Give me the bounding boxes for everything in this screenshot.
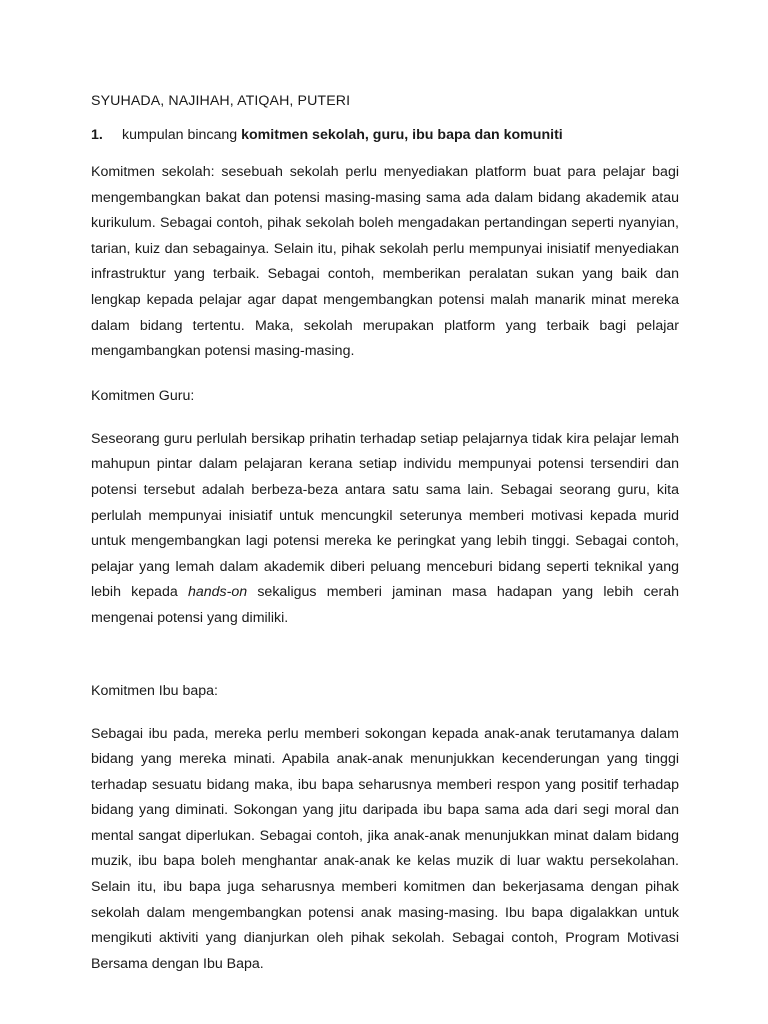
item-number: 1. bbox=[91, 127, 103, 143]
ibu-bapa-paragraph: Sebagai ibu pada, mereka perlu memberi sokongan kepada anak-anak terutamanya dalam bidang yang mereka minati. Apabila anak-anak menunjukkan kecenderungan yang tinggi terhadap sesuatu bidang maka, ibu bapa seharusnya memberi respon yang positif terhadap bidang yang diminati. Sokongan yang jitu daripada ibu bapa sama ada dari segi moral dan mental sangat diperlukan. Sebagai contoh, jika anak-anak menunjukkan minat dalam bidang muzik, ibu bapa boleh menghantar anak-anak ke kelas muzik di luar waktu persekolahan. Selain itu, ibu bapa juga seharusnya memberi komitmen dan bekerjasama dengan pihak sekolah dalam mengembangkan potensi anak masing-masing. Ibu bapa digalakkan untuk mengikuti aktiviti yang dianjurkan oleh pihak sekolah. Sebagai contoh, Program Motivasi Bersama dengan Ibu Bapa. bbox=[91, 725, 679, 972]
ibu-bapa-heading: Komitmen Ibu bapa: bbox=[91, 682, 218, 699]
guru-heading: Komitmen Guru: bbox=[91, 387, 195, 404]
guru-text-after: sekaligus memberi jaminan masa hadapan yang lebih cerah mengenai potensi yang dimiliki. bbox=[91, 584, 679, 626]
guru-text-before: Seseorang guru perlulah bersikap prihatin terhadap setiap pelajarnya tidak kira pelajar lemah mahupun pintar dalam pelajaran kerana setiap individu mempunyai potensi tersendiri dan potensi tersebut adalah berbeza-beza antara satu sama lain. Sebagai seorang guru, kita perlulah mempunyai inisiatif untuk mencungkil seterunya memberi motivasi kepada murid untuk mengembangkan lagi potensi mereka ke peringkat yang lebih tinggi. Sebagai contoh, pelajar yang lemah dalam akademik diberi peluang menceburi bidang seperti teknikal yang lebih kepada bbox=[91, 430, 679, 601]
topic-prefix: kumpulan bincang bbox=[122, 127, 242, 143]
guru-text-italic: hands-on bbox=[187, 584, 248, 601]
authors-line: SYUHADA, NAJIHAH, ATIQAH, PUTERI bbox=[91, 93, 351, 109]
discussion-topic bbox=[91, 122, 679, 148]
guru-paragraph bbox=[91, 427, 679, 632]
document-page bbox=[91, 88, 679, 977]
topic-bold: komitmen sekolah, guru, ibu bapa dan komuniti bbox=[241, 127, 563, 143]
topic-text bbox=[122, 122, 563, 148]
sekolah-paragraph: Komitmen sekolah: sesebuah sekolah perlu menyediakan platform buat para pelajar bagi mengembangkan bakat dan potensi masing-masing sama ada dalam bidang akademik atau kurikulum. Sebagai contoh, pihak sekolah boleh mengadakan pertandingan seperti nyanyian, tarian, kuiz dan sebagainya. Selain itu, pihak sekolah perlu mempunyai inisiatif menyediakan infrastruktur yang terbaik. Sebagai contoh, memberikan peralatan sukan yang baik dan lengkap kepada pelajar agar dapat mengembangkan potensi malah manarik minat mereka dalam bidang tertentu. Maka, sekolah merupakan platform yang terbaik bagi pelajar mengambangkan potensi masing-masing. bbox=[91, 164, 679, 360]
